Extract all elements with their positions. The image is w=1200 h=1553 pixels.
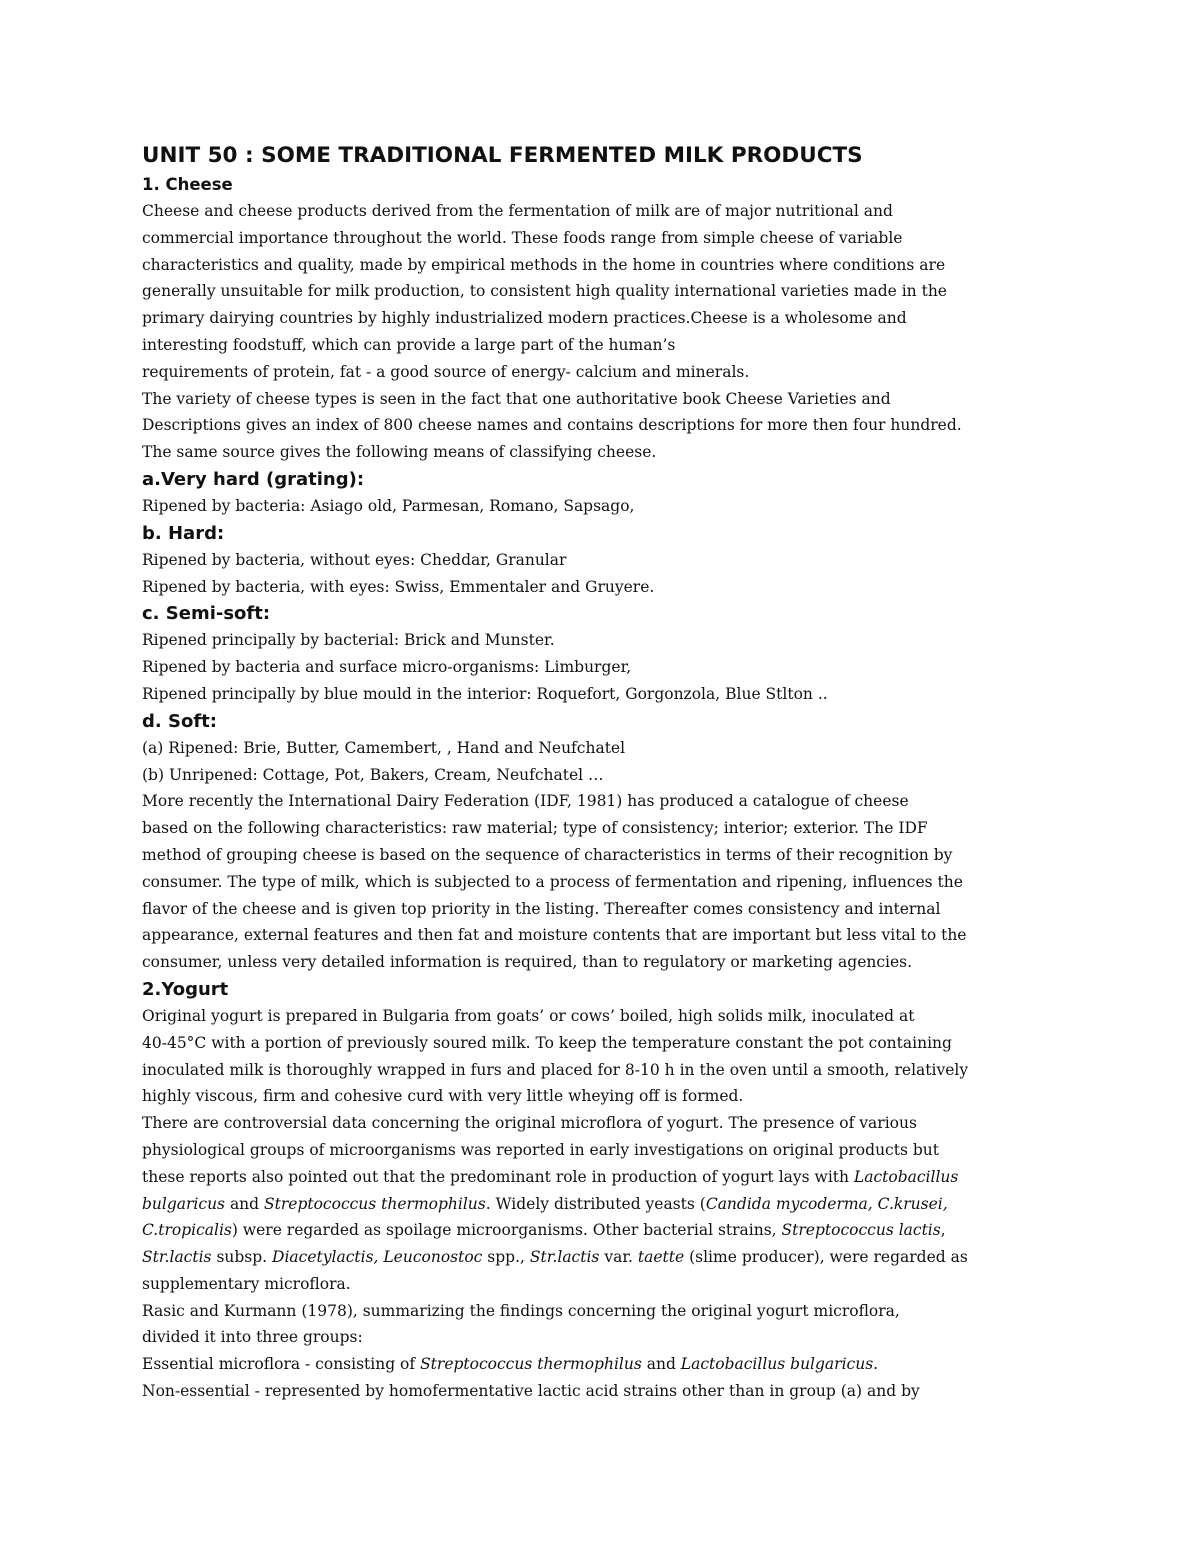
paragraph-line: The variety of cheese types is seen in the fact that one authoritative book Cheese Varieties and: [142, 389, 891, 408]
paragraph-line: The same source gives the following means of classifying cheese.: [142, 443, 657, 462]
paragraph-line: these reports also pointed out that the predominant role in production of yogurt lays with Lactobacillus: [142, 1167, 959, 1186]
paragraph-line: There are controversial data concerning the original microflora of yogurt. The presence of various: [142, 1114, 917, 1133]
paragraph-line: flavor of the cheese and is given top priority in the listing. Thereafter comes consistency and internal: [142, 899, 941, 918]
paragraph-line: physiological groups of microorganisms was reported in early investigations on original products but: [142, 1140, 939, 1159]
section-heading-yogurt: 2.Yogurt: [142, 978, 229, 1000]
paragraph-line: supplementary microflora.: [142, 1274, 351, 1293]
section-heading-hard: b. Hard:: [142, 522, 225, 544]
paragraph-line: requirements of protein, fat - a good source of energy- calcium and minerals.: [142, 362, 750, 381]
paragraph-line: characteristics and quality, made by empirical methods in the home in countries where conditions are: [142, 255, 946, 274]
paragraph-line: Str.lactis subsp. Diacetylactis, Leuconostoc spp., Str.lactis var. taette (slime producer), were regarded as: [142, 1248, 968, 1267]
paragraph-line: Ripened principally by bacterial: Brick and Munster.: [142, 631, 555, 650]
paragraph-line: Rasic and Kurmann (1978), summarizing the findings concerning the original yogurt microflora,: [142, 1301, 900, 1320]
paragraph-line: Ripened by bacteria and surface micro-organisms: Limburger,: [142, 658, 632, 677]
paragraph-line: 40-45°C with a portion of previously soured milk. To keep the temperature constant the pot containing: [142, 1033, 952, 1052]
paragraph-line: Ripened by bacteria, with eyes: Swiss, Emmentaler and Gruyere.: [142, 577, 655, 596]
paragraph-line: primary dairying countries by highly industrialized modern practices.Cheese is a wholesome and: [142, 309, 907, 328]
paragraph-line: consumer. The type of milk, which is subjected to a process of fermentation and ripening, influences the: [142, 872, 963, 891]
section-heading-soft: d. Soft:: [142, 710, 217, 732]
paragraph-line: inoculated milk is thoroughly wrapped in furs and placed for 8-10 h in the oven until a smooth, relatively: [142, 1060, 969, 1079]
paragraph-line: appearance, external features and then fat and moisture contents that are important but less vital to the: [142, 926, 967, 945]
paragraph-line: generally unsuitable for milk production, to consistent high quality international varieties made in the: [142, 282, 947, 301]
section-heading-cheese: 1. Cheese: [142, 175, 233, 194]
paragraph-line: method of grouping cheese is based on the sequence of characteristics in terms of their recognition by: [142, 845, 953, 864]
paragraph-line: Non-essential - represented by homofermentative lactic acid strains other than in group (a) and by: [142, 1382, 920, 1401]
paragraph-line: Ripened by bacteria, without eyes: Cheddar, Granular: [142, 550, 567, 569]
paragraph-line: consumer, unless very detailed information is required, than to regulatory or marketing agencies.: [142, 953, 913, 972]
paragraph-line: Descriptions gives an index of 800 cheese names and contains descriptions for more then four hundred.: [142, 416, 962, 435]
paragraph-line: Ripened principally by blue mould in the interior: Roquefort, Gorgonzola, Blue Stlton ..: [142, 684, 828, 703]
page-title: UNIT 50 : SOME TRADITIONAL FERMENTED MILK PRODUCTS: [142, 143, 863, 168]
paragraph-line: divided it into three groups:: [142, 1328, 363, 1347]
paragraph-line: Original yogurt is prepared in Bulgaria from goats’ or cows’ boiled, high solids milk, inoculated at: [142, 1006, 915, 1025]
paragraph-line: based on the following characteristics: raw material; type of consistency; interior; exterior. The IDF: [142, 819, 928, 838]
paragraph-line: Essential microflora - consisting of Streptococcus thermophilus and Lactobacillus bulgaricus.: [142, 1355, 879, 1374]
paragraph-line: More recently the International Dairy Federation (IDF, 1981) has produced a catalogue of cheese: [142, 792, 909, 811]
paragraph-line: highly viscous, firm and cohesive curd with very little wheying off is formed.: [142, 1087, 744, 1106]
paragraph-line: Ripened by bacteria: Asiago old, Parmesan, Romano, Sapsago,: [142, 496, 635, 515]
paragraph-line: bulgaricus and Streptococcus thermophilus. Widely distributed yeasts (Candida mycoderma, C.krusei,: [142, 1194, 948, 1213]
paragraph-line: interesting foodstuff, which can provide a large part of the human’s: [142, 335, 676, 354]
paragraph-line: (a) Ripened: Brie, Butter, Camembert, , Hand and Neufchatel: [142, 738, 626, 757]
document-body: [142, 140, 1072, 1405]
paragraph-line: C.tropicalis) were regarded as spoilage microorganisms. Other bacterial strains, Streptococcus lactis,: [142, 1221, 946, 1240]
paragraph-line: Cheese and cheese products derived from the fermentation of milk are of major nutritional and: [142, 202, 893, 220]
section-heading-semi-soft: c. Semi-soft:: [142, 603, 271, 625]
paragraph-line: (b) Unripened: Cottage, Pot, Bakers, Cream, Neufchatel …: [142, 765, 604, 784]
paragraph-line: commercial importance throughout the world. These foods range from simple cheese of variable: [142, 228, 903, 247]
section-heading-very-hard: a.Very hard (grating):: [142, 468, 365, 490]
